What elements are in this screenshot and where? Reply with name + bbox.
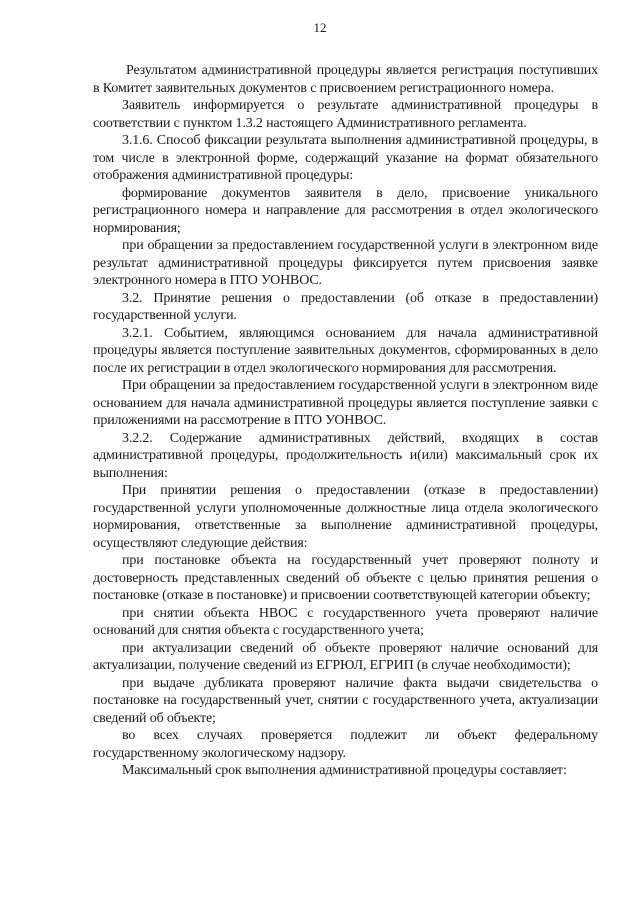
paragraph-deregistration-check: при снятии объекта НВОС с государственного учета проверяют наличие оснований для снятия объекта с государственного учета; (93, 605, 598, 638)
paragraph-3-2: 3.2. Принятие решения о предоставлении (об отказе в предоставлении) государственной услуги. (93, 290, 598, 323)
paragraph-3-2-1: 3.2.1. Событием, являющимся основанием для начала административной процедуры является поступление заявительных документов, сформированных в дело после их регистрации в отдел экологического нормирования для рассмотрения. (93, 325, 598, 376)
paragraph-electronic-basis: При обращении за предоставлением государственной услуги в электронном виде основанием для начала административной процедуры является поступление заявки с приложениями на рассмотрение в ПТО УОНВОС. (93, 378, 598, 428)
paragraph-3-1-6: 3.1.6. Способ фиксации результата выполнения административной процедуры, в том числе в электронной форме, содержащий указание на формат обязательного отображения административной процедуры: (93, 133, 598, 183)
paragraph-electronic-fixation: при обращении за предоставлением государственной услуги в электронном виде результат административной процедуры фиксируется путем присвоения заявке электронного номера в ПТО УОНВОС. (93, 238, 598, 288)
paragraph-applicant-informed: Заявитель информируется о результате административной процедуры в соответствии с пунктом 1.3.2 настоящего Административного регламента. (93, 98, 598, 131)
paragraph-update-check: при актуализации сведений об объекте проверяют наличие оснований для актуализации, получение сведений из ЕГРЮЛ, ЕГРИП (в случае необходимости); (93, 640, 598, 673)
paragraph-supervision-check: во всех случаях проверяется подлежит ли объект федеральному государственному экологическому надзору. (93, 728, 598, 761)
paragraph-registration-check: при постановке объекта на государственный учет проверяют полноту и достоверность представленных сведений об объекте с целью принятия решения о постановке (отказе в постановке) и присвоении соответствующей категории объекту; (93, 553, 598, 603)
document-body (93, 62, 598, 780)
page-number: 12 (313, 20, 327, 35)
paragraph-maximum-term: Максимальный срок выполнения административной процедуры составляет: (122, 763, 567, 778)
paragraph-registration-result: Результатом административной процедуры является регистрация поступивших в Комитет заявительных документов с присвоением регистрационного номера. (93, 63, 598, 96)
paragraph-decision-actions: При принятии решения о предоставлении (отказе в предоставлении) государственной услуги уполномоченные должностные лица отдела экологического нормирования, ответственные за выполнение административной процедуры, осуществляют следующие действия: (93, 483, 598, 551)
paragraph-duplicate-check: при выдаче дубликата проверяют наличие факта выдачи свидетельства о постановке на государственный учет, снятии с государственного учета, актуализации сведений об объекте; (93, 675, 598, 726)
paragraph-document-formation: формирование документов заявителя в дело, присвоение уникального регистрационного номера и направление для рассмотрения в отдел экологического нормирования; (93, 185, 598, 236)
paragraph-3-2-2: 3.2.2. Содержание административных действий, входящих в состав административной процедуры, продолжительность и(или) максимальный срок их выполнения: (93, 430, 598, 481)
